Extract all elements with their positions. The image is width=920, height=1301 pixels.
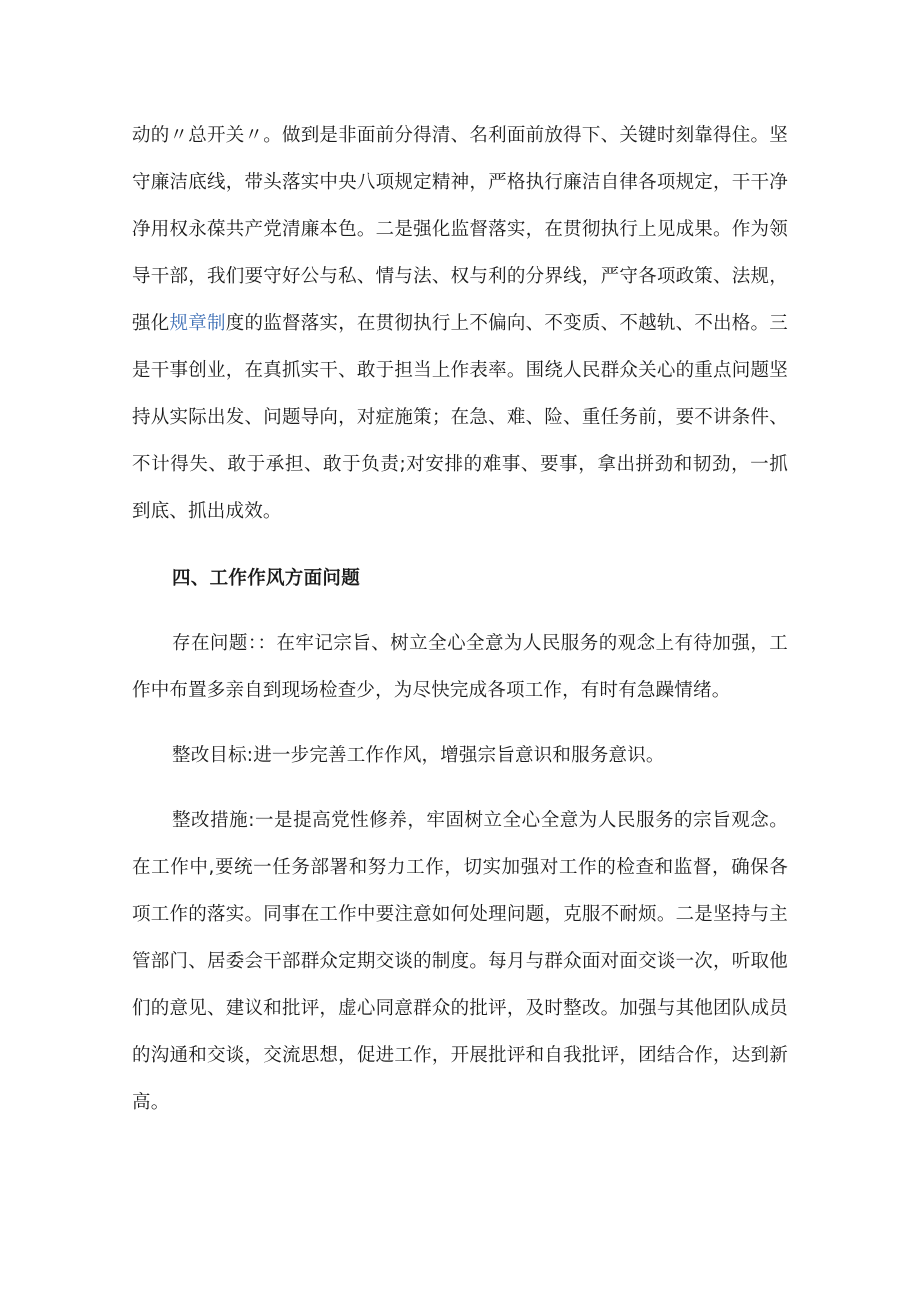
- paragraph-text: 度的监督落实，在贯彻执行上不偏向、不变质、不越轨、不出格。三是干事创业，在真抓实干、敢于担当上作表率。围绕人民群众关心的重点问题坚持从实际出发、问题导向，对症施策；在急、难、险、重任务前，要不讲条件、不计得失、敢于承担、敢于负责;对安排的难事、要事，拿出拼劲和韧劲，一抓到底、抓出成效。: [132, 313, 788, 522]
- section-heading: 四、工作作风方面问题: [172, 568, 361, 589]
- regulation-link[interactable]: 规章制: [169, 313, 226, 334]
- document-page: [132, 112, 788, 1126]
- paragraph-continuation: [132, 112, 788, 535]
- problem-paragraph: 存在问题：：在牢记宗旨、树立全心全意为人民服务的观念上有待加强，工作中布置多亲自到现场检查少，为尽快完成各项工作，有时有急躁情绪。: [132, 633, 788, 701]
- measures-paragraph: 整改措施:一是提高党性修养，牢固树立全心全意为人民服务的宗旨观念。在工作中,要统一任务部署和努力工作，切实加强对工作的检查和监督，确保各项工作的落实。同事在工作中要注意如何处理问题，克服不耐烦。二是坚持与主管部门、居委会干部群众定期交谈的制度。每月与群众面对面交谈一次，听取他们的意见、建议和批评，虚心同意群众的批评，及时整改。加强与其他团队成员的沟通和交谈，交流思想，促进工作，开展批评和自我批评，团结合作，达到新高。: [132, 810, 788, 1113]
- goal-paragraph: 整改目标:进一步完善工作作风，增强宗旨意识和服务意识。: [172, 745, 665, 766]
- paragraph-text: 动的〃总开关〃。做到是非面前分得清、名利面前放得下、关键时刻靠得住。坚守廉洁底线，带头落实中央八项规定精神，严格执行廉洁自律各项规定，干干净净用权永葆共产党清廉本色。二是强化监督落实，在贯彻执行上见成果。作为领导干部，我们要守好公与私、情与法、权与利的分界线，严守各项政策、法规，强化: [132, 125, 788, 334]
